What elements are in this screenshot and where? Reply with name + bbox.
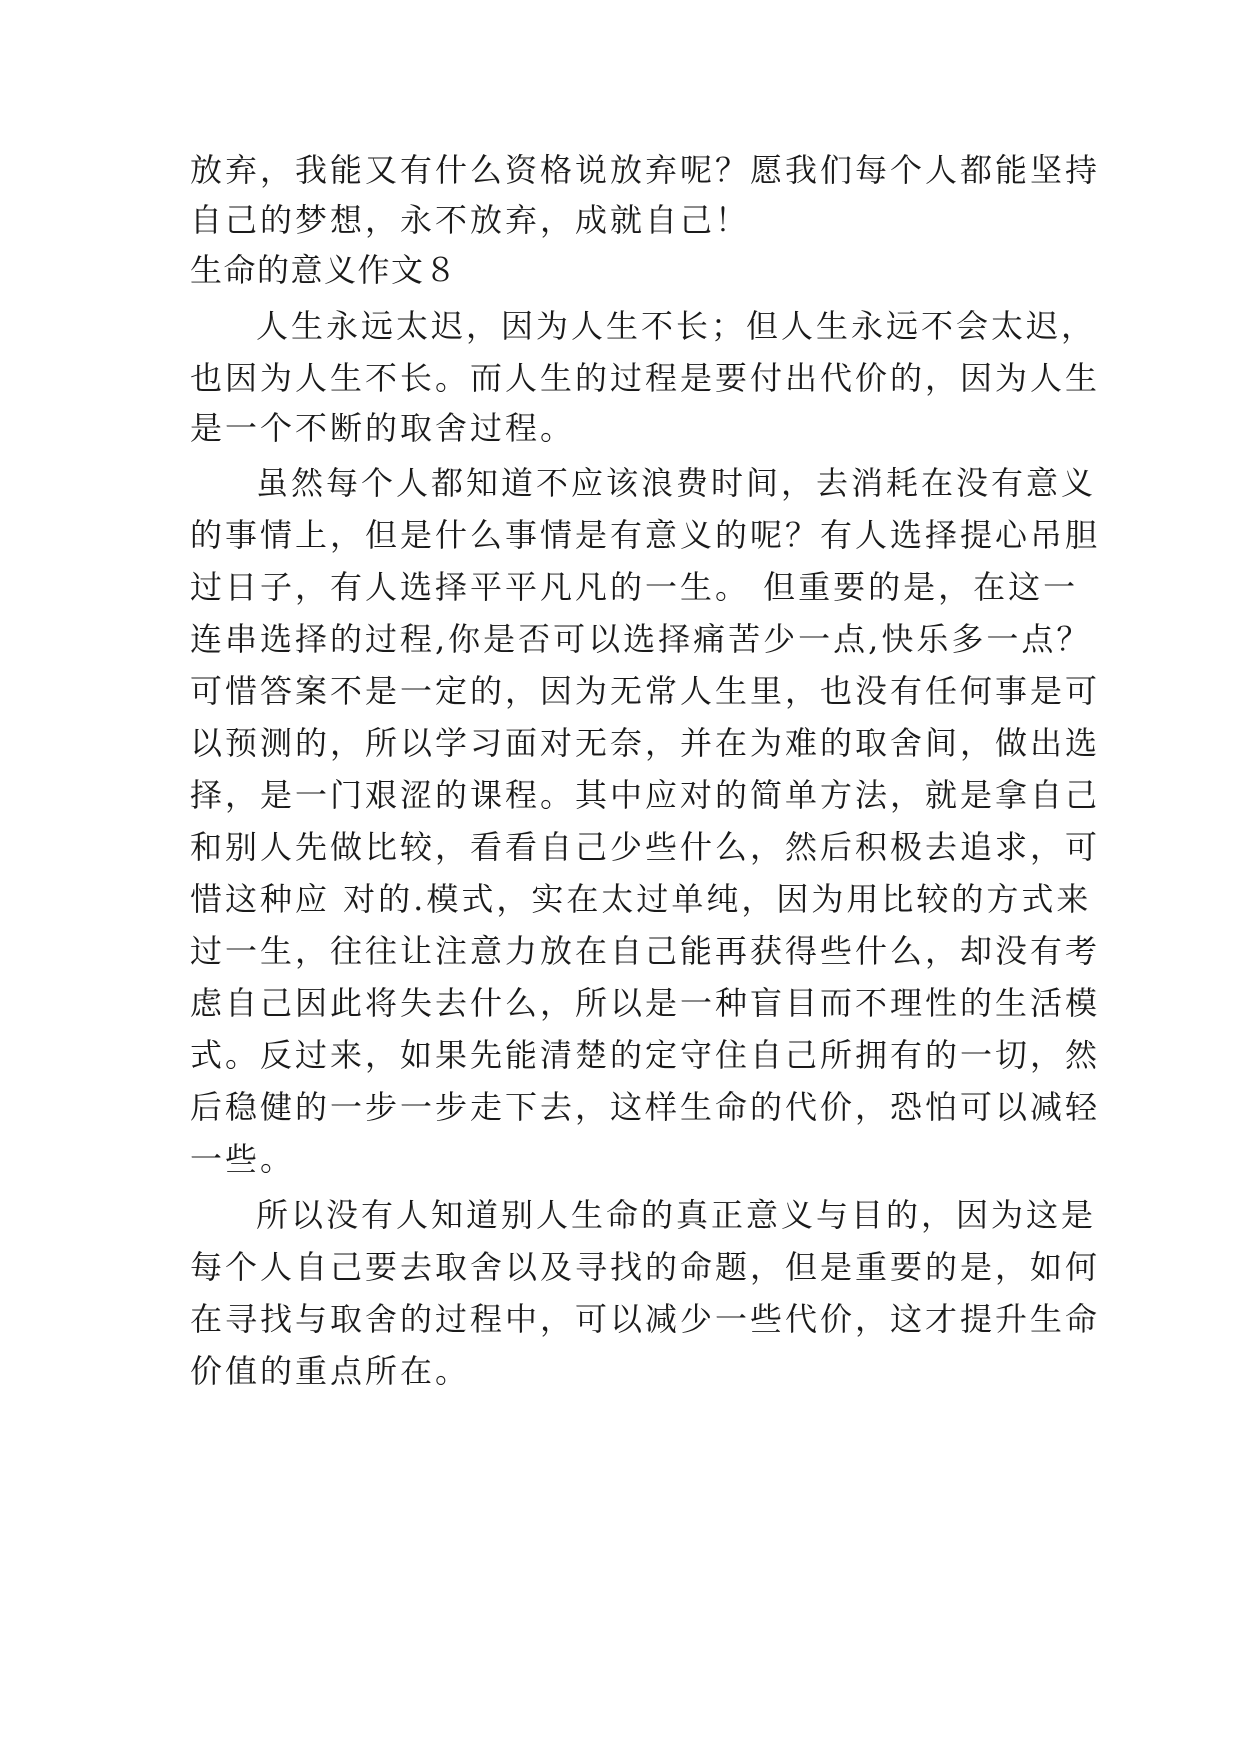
text-line: 每个人自己要去取舍以及寻找的命题，但是重要的是，如何 (190, 1248, 1101, 1286)
text-line: 式。反过来，如果先能清楚的定守住自己所拥有的一切，然 (190, 1036, 1101, 1074)
text-line: 一些。 (190, 1140, 296, 1178)
text-line: 以预测的，所以学习面对无奈，并在为难的取舍间，做出选 (190, 724, 1101, 762)
text-line: 过日子，有人选择平平凡凡的一生。 但重要的是，在这一 (190, 568, 1079, 606)
text-line: 择，是一门艰涩的课程。其中应对的简单方法，就是拿自己 (190, 776, 1101, 814)
section-title: 生命的意义作文８ (190, 251, 459, 289)
text-line: 是一个不断的取舍过程。 (190, 409, 576, 447)
text-line: 也因为人生不长。而人生的过程是要付出代价的，因为人生 (190, 359, 1101, 397)
text-line: 惜这种应 对的.模式，实在太过单纯，因为用比较的方式来 (190, 880, 1092, 918)
paragraph-first-line: 所以没有人知道别人生命的真正意义与目的，因为这是 (256, 1196, 1097, 1234)
text-line: 的事情上，但是什么事情是有意义的呢？有人选择提心吊胆 (190, 516, 1101, 554)
text-line: 和别人先做比较，看看自己少些什么，然后积极去追求，可 (190, 828, 1101, 866)
paragraph-first-line: 虽然每个人都知道不应该浪费时间，去消耗在没有意义 (256, 464, 1097, 502)
text-line: 价值的重点所在。 (190, 1352, 471, 1390)
text-line: 连串选择的过程,你是否可以选择痛苦少一点,快乐多一点？ (190, 620, 1092, 658)
text-line: 在寻找与取舍的过程中，可以减少一些代价，这才提升生命 (190, 1300, 1101, 1338)
text-line: 过一生，往往让注意力放在自己能再获得些什么，却没有考 (190, 932, 1101, 970)
text-line: 自己的梦想，永不放弃，成就自己！ (190, 201, 751, 239)
text-line: 后稳健的一步一步走下去，这样生命的代价，恐怕可以减轻 (190, 1088, 1101, 1126)
paragraph-first-line: 人生永远太迟，因为人生不长；但人生永远不会太迟， (256, 307, 1097, 345)
text-line: 放弃，我能又有什么资格说放弃呢？愿我们每个人都能坚持 (190, 151, 1101, 189)
text-line: 虑自己因此将失去什么，所以是一种盲目而不理性的生活模 (190, 984, 1101, 1022)
text-line: 可惜答案不是一定的，因为无常人生里，也没有任何事是可 (190, 672, 1101, 710)
